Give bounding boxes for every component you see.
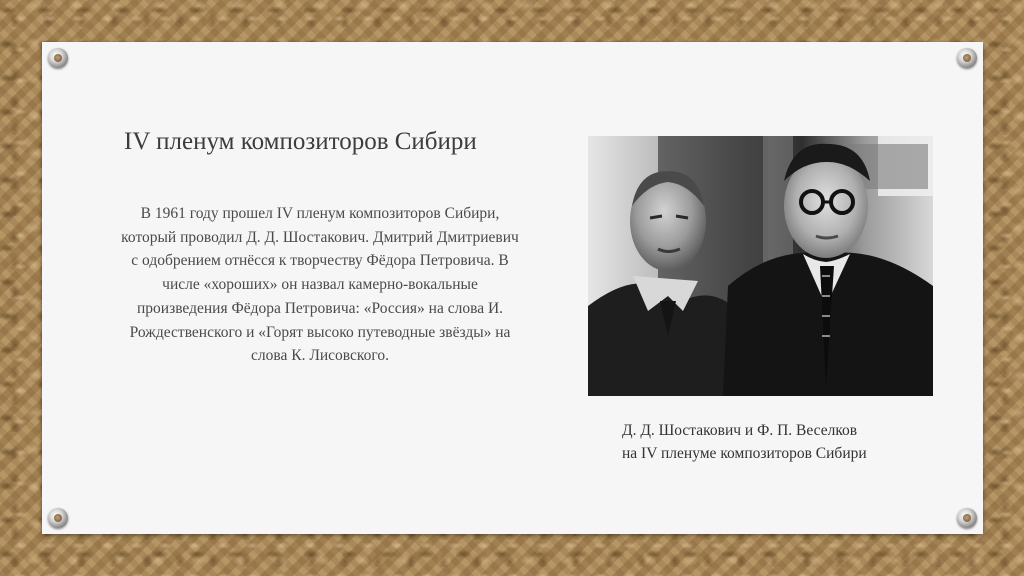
historical-photo bbox=[588, 136, 933, 396]
pushpin-icon bbox=[957, 48, 977, 68]
photo-caption bbox=[622, 419, 952, 465]
slide-paragraph: В 1961 году прошел IV пленум композиторов Сибири, который проводил Д. Д. Шостакович. Дмитрий Дмитриевич с одобрением отнёсся к творчеству Фёдора Петровича. В числе «хороших» он назвал камерно-вокальные произведения Фёдора Петровича: «Россия» на слова И. Рождественского и «Горят высоко путеводные звёзды» на слова К. Лисовского. bbox=[121, 205, 519, 365]
pushpin-icon bbox=[957, 508, 977, 528]
photo-caption-line: Д. Д. Шостакович и Ф. П. Веселков bbox=[622, 422, 858, 439]
pushpin-icon bbox=[48, 508, 68, 528]
slide-title: IV пленум композиторов Сибири bbox=[124, 128, 477, 155]
slide-paper bbox=[42, 42, 983, 534]
pushpin-icon bbox=[48, 48, 68, 68]
photo-caption-line: на IV пленуме композиторов Сибири bbox=[622, 445, 867, 462]
